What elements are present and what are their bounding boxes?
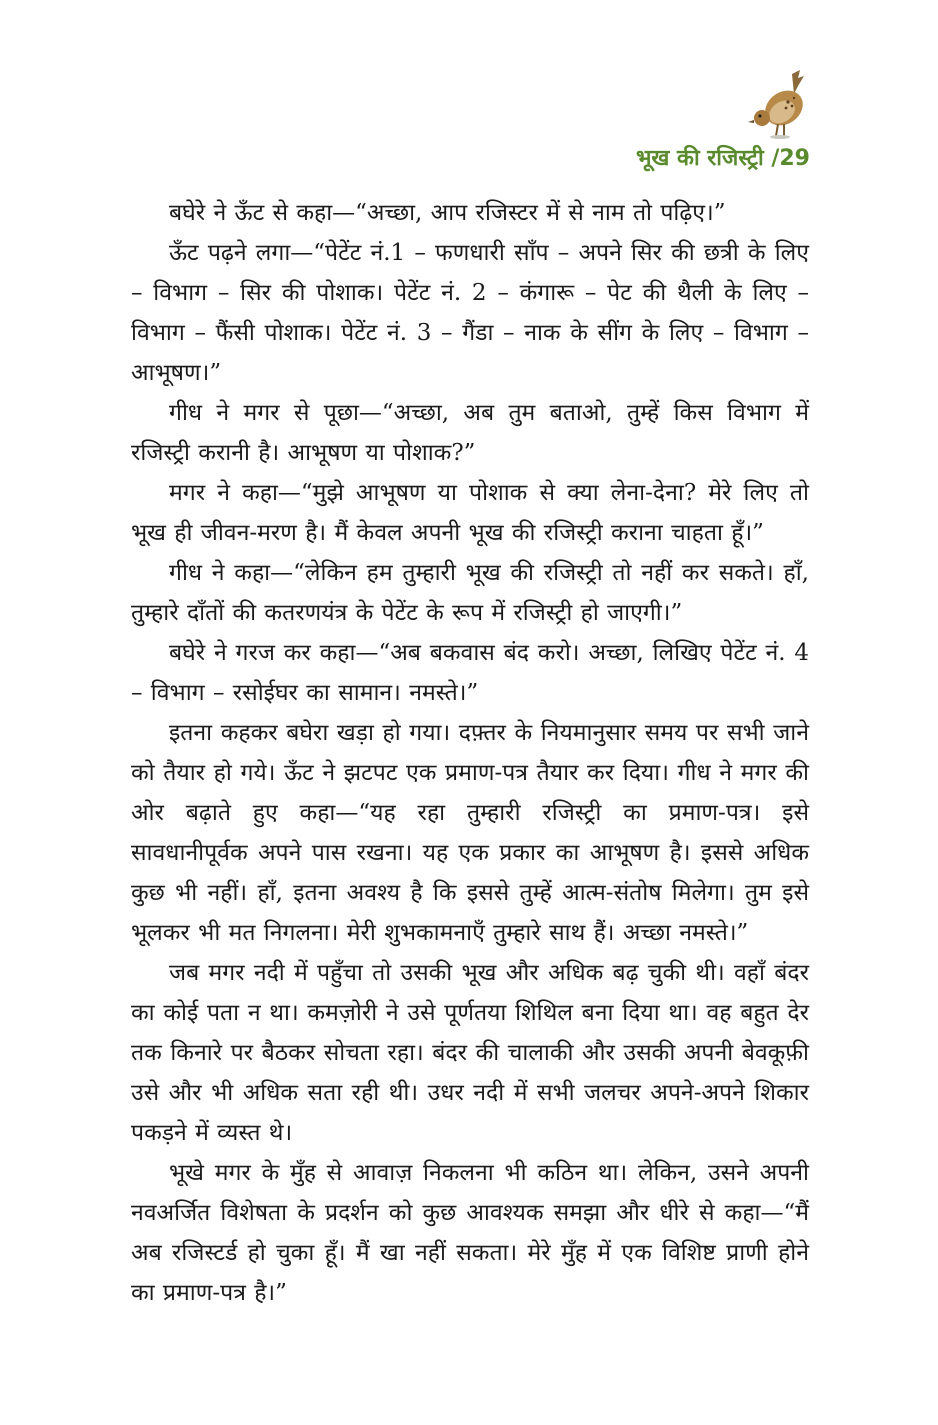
page-header (510, 68, 810, 178)
paragraph: गीध ने कहा—“लेकिन हम तुम्हारी भूख की रजिस्ट्री तो नहीं कर सकते। हाँ, तुम्हारे दाँतों की कतरणयंत्र के पेटेंट के रूप में रजिस्ट्री हो जाएगी।” (131, 560, 809, 626)
bird-icon (748, 68, 810, 140)
paragraph: बघेरे ने ऊँट से कहा—“अच्छा, आप रजिस्टर में से नाम तो पढ़िए।” (169, 200, 726, 226)
paragraph: गीध ने मगर से पूछा—“अच्छा, अब तुम बताओ, तुम्हें किस विभाग में रजिस्ट्री करानी है। आभूषण या पोशाक?” (131, 400, 809, 466)
running-title: भूख की रजिस्ट्री /29 (635, 146, 810, 171)
paragraph: जब मगर नदी में पहुँचा तो उसकी भूख और अधिक बढ़ चुकी थी। वहाँ बंदर का कोई पता न था। कमज़ोरी ने उसे पूर्णतया शिथिल बना दिया था। वह बहुत देर तक किनारे पर बैठकर सोचता रहा। बंदर की चालाकी और उसकी अपनी बेवकूफ़ी उसे और भी अधिक सता रही थी। उधर नदी में सभी जलचर अपने-अपने शिकार पकड़ने में व्यस्त थे। (131, 960, 809, 1146)
paragraph: भूखे मगर के मुँह से आवाज़ निकलना भी कठिन था। लेकिन, उसने अपनी नवअर्जित विशेषता के प्रदर्शन को कुछ आवश्यक समझा और धीरे से कहा—“मैं अब रजिस्टर्ड हो चुका हूँ। मैं खा नहीं सकता। मेरे मुँह में एक विशिष्ट प्राणी होने का प्रमाण-पत्र है।” (131, 1160, 809, 1306)
paragraph: इतना कहकर बघेरा खड़ा हो गया। दफ़्तर के नियमानुसार समय पर सभी जाने को तैयार हो गये। ऊँट ने झटपट एक प्रमाण-पत्र तैयार कर दिया। गीध ने मगर की ओर बढ़ाते हुए कहा—“यह रहा तुम्हारी रजिस्ट्री का प्रमाण-पत्र। इसे सावधानीपूर्वक अपने पास रखना। यह एक प्रकार का आभूषण है। इससे अधिक कुछ भी नहीं। हाँ, इतना अवश्य है कि इससे तुम्हें आत्म-संतोष मिलेगा। तुम इसे भूलकर भी मत निगलना। मेरी शुभकामनाएँ तुम्हारे साथ हैं। अच्छा नमस्ते।” (131, 720, 809, 946)
paragraph: मगर ने कहा—“मुझे आभूषण या पोशाक से क्या लेना-देना? मेरे लिए तो भूख ही जीवन-मरण है। मैं केवल अपनी भूख की रजिस्ट्री कराना चाहता हूँ।” (131, 480, 809, 546)
page-body (131, 193, 809, 1313)
paragraph: ऊँट पढ़ने लगा—“पेटेंट नं.1 – फणधारी साँप – अपने सिर की छत्री के लिए – विभाग – सिर की पोशाक। पेटेंट नं. 2 – कंगारू – पेट की थैली के लिए – विभाग – फैंसी पोशाक। पेटेंट नं. 3 – गैंडा – नाक के सींग के लिए – विभाग – आभूषण।” (131, 240, 809, 386)
paragraph: बघेरे ने गरज कर कहा—“अब बकवास बंद करो। अच्छा, लिखिए पेटेंट नं. 4 – विभाग – रसोईघर का सामान। नमस्ते।” (131, 640, 809, 706)
